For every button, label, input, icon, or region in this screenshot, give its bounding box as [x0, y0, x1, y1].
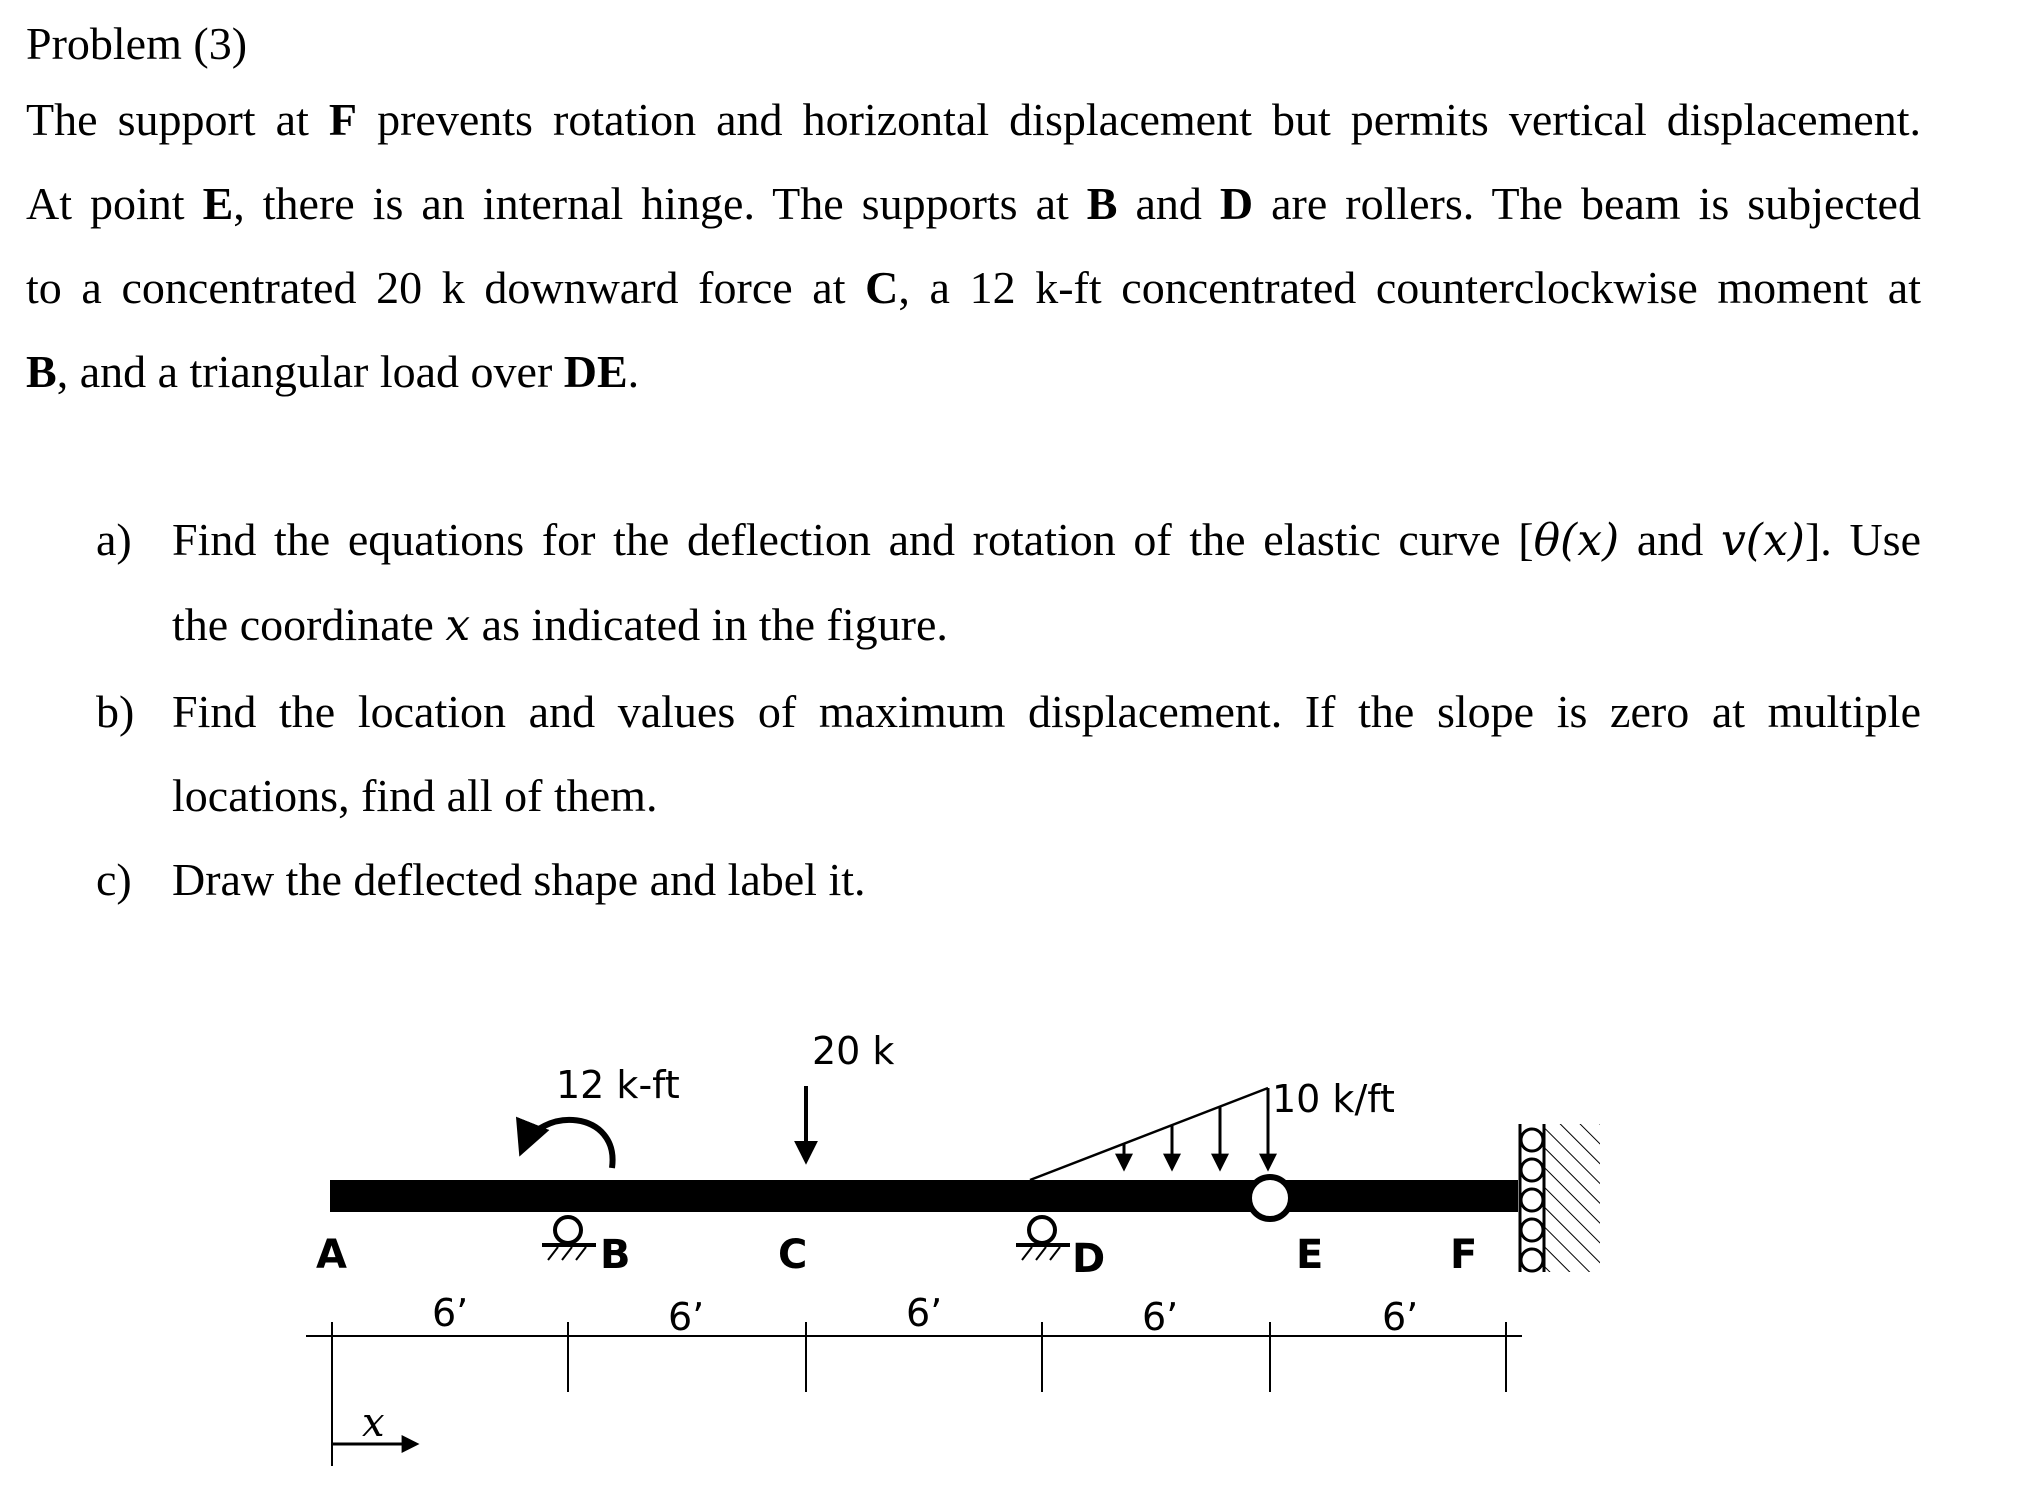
statement-segment: , a 12 k-ft concentrated counterclockwise moment at: [898, 262, 1921, 313]
theta-expression: θ(x): [1533, 515, 1620, 566]
point-label-A: A: [316, 1232, 347, 1278]
statement-segment: are rollers. The beam is subjected: [1253, 178, 1921, 229]
roller-support-B: [542, 1217, 596, 1260]
statement-segment: prevents rotation and horizontal displacement but permits vertical displacement.: [357, 94, 1921, 145]
question-label: b): [96, 686, 135, 737]
point-label-F: F: [1450, 1232, 1478, 1278]
statement-segment: The support at: [26, 94, 329, 145]
statement-bold-segment: F: [328, 94, 358, 145]
statement-segment: , there is an internal hinge. The supports at: [233, 178, 1087, 229]
span-label: 6’: [1382, 1295, 1419, 1339]
v-expression: v(x): [1720, 515, 1805, 566]
x-coordinate-label: x: [362, 1400, 385, 1446]
statement-segment: , and a triangular load over: [56, 346, 564, 397]
statement-bold-segment: DE: [563, 346, 628, 397]
hinge-E: [1249, 1177, 1291, 1219]
question-text: ]. Use: [1804, 514, 1921, 565]
point-label-E: E: [1296, 1232, 1324, 1278]
moment-label: 12 k-ft: [556, 1063, 680, 1107]
guided-support-F: [1520, 1124, 1600, 1272]
question-text: the coordinate: [172, 599, 446, 650]
statement-segment: to a concentrated 20 k downward force at: [26, 262, 866, 313]
span-label: 6’: [668, 1295, 705, 1339]
statement-bold-segment: E: [202, 178, 234, 229]
question-line: locations, find all of them.: [172, 770, 658, 821]
point-label-D: D: [1072, 1236, 1106, 1282]
point-label-B: B: [600, 1232, 631, 1278]
triangular-load: [1030, 1088, 1268, 1180]
statement-bold-segment: B: [1086, 178, 1118, 229]
statement-segment: At point: [26, 178, 203, 229]
span-label: 6’: [906, 1291, 943, 1335]
question-text: Find the equations for the deflection and rotation of the elastic curve [: [172, 514, 1534, 565]
question-label: a): [96, 514, 132, 565]
question-line: Find the location and values of maximum displacement. If the slope is zero at multiple: [172, 686, 1921, 737]
question-line: Draw the deflected shape and label it.: [172, 854, 866, 905]
beam: [330, 1180, 1518, 1212]
point-label-C: C: [778, 1232, 808, 1278]
point-load-label: 20 k: [812, 1029, 895, 1073]
statement-segment: .: [627, 346, 640, 397]
span-label: 6’: [432, 1291, 469, 1335]
span-label: 6’: [1142, 1295, 1179, 1339]
dist-load-label: 10 k/ft: [1272, 1077, 1395, 1121]
question-text: and: [1619, 514, 1721, 565]
moment-arrow: [522, 1120, 613, 1168]
problem-title: Problem (3): [26, 18, 248, 69]
question-label: c): [96, 854, 132, 905]
statement-bold-segment: C: [865, 262, 899, 313]
statement-segment: and: [1117, 178, 1220, 229]
statement-bold-segment: D: [1219, 178, 1254, 229]
roller-support-D: [1016, 1217, 1070, 1260]
x-variable: x: [445, 600, 471, 651]
question-text: as indicated in the figure.: [470, 599, 948, 650]
statement-bold-segment: B: [26, 346, 57, 397]
